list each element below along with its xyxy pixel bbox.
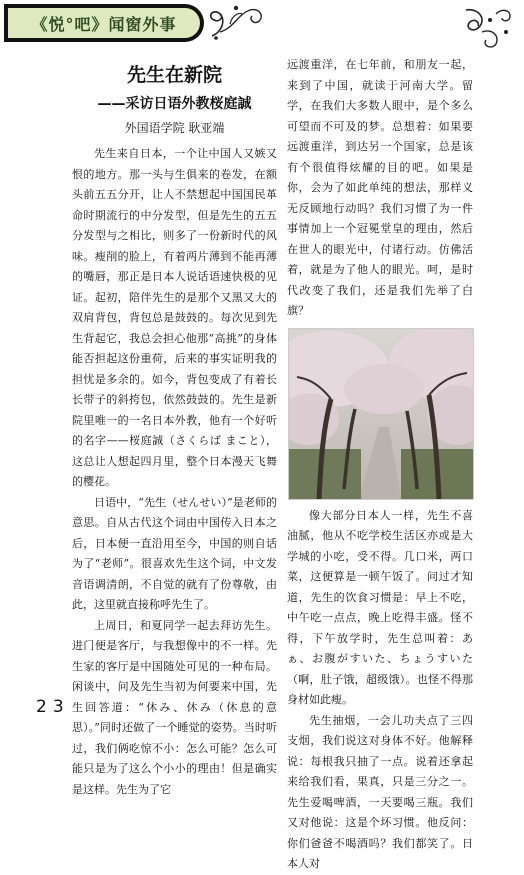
left-column <box>72 54 277 800</box>
paragraph: 先生抽烟，一会儿功夫点了三四支烟，我们说这对身体不好。他解释说：每根我只抽了一点。说着还拿起来给我们看，果真，只是三分之一。先生爱喝啤酒，一天要喝三瓶。我们又对他说：这是个坏习惯。他反问：你们爸爸不喝酒吗？我们都笑了。日本人对 <box>287 713 473 870</box>
paragraph: 像大部分日本人一样，先生不喜油腻，他从不吃学校生活区亦或是大学城的小吃，受不得。几口米，两口菜，这便算是一顿午饭了。问过才知道，先生的饮食习惯是：早上不吃，中午吃一点点，晚上吃得丰盛。怪不得，下午放学时，先生总叫着：あぁ、お腹がすいた、ちょうすいた（啊，肚子饿，超级饿）。也怪不得那身材如此瘦。 <box>287 508 473 706</box>
article-subtitle: ——采访日语外教桜庭誠 <box>97 96 252 112</box>
swirl-ornament-icon <box>456 2 516 50</box>
paragraph: 上周日，和夏同学一起去拜访先生。进门便是客厅，与我想像中的不一样。先生家的客厅是中国随处可见的一种布局。闲谈中，问及先生当初为何要来中国，先生回答道：“休み、休み（休息的意思）。”同时还做了一个睡觉的姿势。当时听过，我们俩吃惊不小：怎么可能？怎么可能只是为了这么个小小的理由！但是确实是这样。先生为了它 <box>72 618 277 796</box>
section-banner-inner <box>8 8 200 38</box>
section-title: 《悦°吧》闻窗外事 <box>31 14 177 34</box>
article-title: 先生在新院 <box>126 64 222 86</box>
cherry-blossom-path-photo <box>288 328 474 500</box>
page-number: 23 <box>36 697 70 717</box>
paragraph: 先生来自日本，一个让中国人又嫉又恨的地方。那一头与生俱来的卷发，在额头前五五分开，让人不禁想起中国国民革命时期流行的中分发型，但是先生的五五分发型与之相比，则多了一份新时代的风味。瘦削的脸上，有着两片薄到不能再薄的嘴唇，那正是日本人说话语速快极的见证。起初，陪伴先生的是那个又黑又大的双肩背包，背包总是鼓鼓的。每次见到先生背起它，我总会担心他那“高挑”的身体能否担起这份重荷，后来的事实证明我的担忧是多余的。如今，背包变成了有着长长带子的斜挎包，依然鼓鼓的。先生是新院里唯一的一名日本外教，他有一个好听的名字——桜庭誠（さくらば まこと），这总让人想起四月里，整个日本漫天飞舞的樱花。 <box>72 147 277 488</box>
paragraph: 日语中，“先生（せんせい）”是老师的意思。自从古代这个词由中国传入日本之后，日本便一直沿用至今，中国的则自话为了“老师”。很喜欢先生这个词，中文发音语调清朗，不自觉的就有了份尊敬，由此，这里就直接称呼先生了。 <box>72 495 277 611</box>
paragraph: 远渡重洋，在七年前，和朋友一起，来到了中国，就读于河南大学。留学，在我们大多数人眼中，是个多么可望而不可及的梦。总想着：如果要远渡重洋，到达另一个国家，总是该有个很值得炫耀的目的吧。如果是你，会为了如此单纯的想法，那样义无反顾地行动吗？我们习惯了为一件事情加上一个冠冕堂皇的理由，然后在世人的眼光中，付诸行动。仿佛活着，就是为了他人的眼光。呵，是时代改变了我们，还是我们先举了白旗？ <box>287 58 473 317</box>
swirl-ornament-icon <box>208 2 268 42</box>
article-byline: 外国语学院 耿亚端 <box>124 121 225 135</box>
section-banner <box>4 4 204 42</box>
right-column <box>287 55 473 875</box>
